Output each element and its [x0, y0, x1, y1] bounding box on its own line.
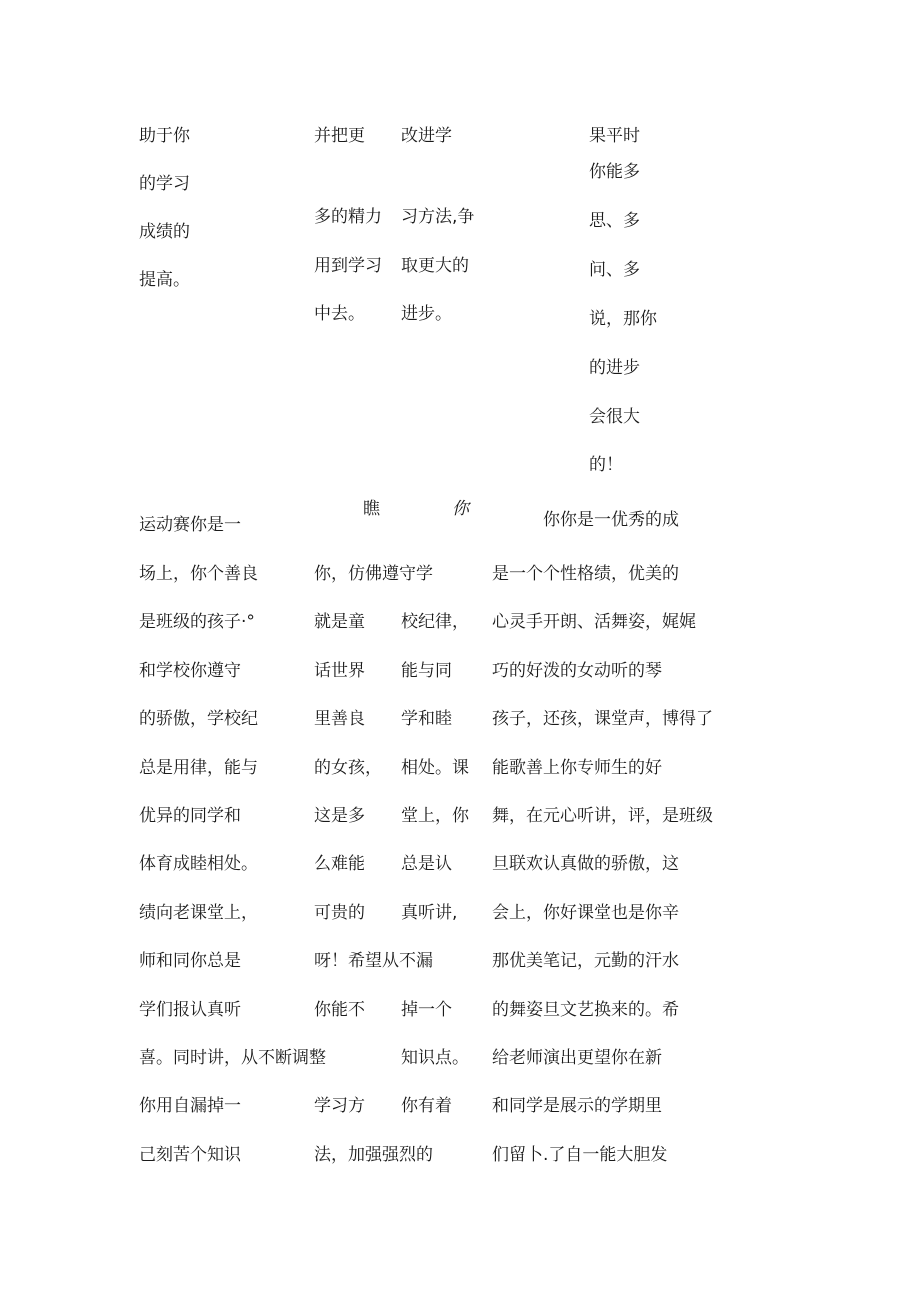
body-text-line: 己刻苦个知识 — [139, 1145, 241, 1165]
top-col3-line: 习方法,争 — [401, 207, 475, 227]
body-text-line: 总是用律，能与 — [139, 758, 258, 778]
heading-glyph-italic: 你 — [452, 499, 469, 519]
body-text-line: 能与同 — [401, 661, 452, 681]
body-text-line: 这是多 — [314, 806, 365, 826]
body-text-line: 体育成睦相处。 — [139, 854, 258, 874]
top-col1-line: 助于你 — [139, 126, 190, 146]
top-col3-line: 改进学 — [401, 126, 452, 146]
top-col2-line: 中去。 — [314, 304, 365, 324]
top-col1-line: 的学习 — [139, 174, 190, 194]
heading-glyph: 瞧 — [363, 499, 380, 519]
body-text-line: 学们报认真听 — [139, 1000, 241, 1020]
top-col2-line: 多的精力 — [314, 207, 382, 227]
body-text-line: 话世界 — [314, 661, 365, 681]
top-col2-line: 并把更 — [314, 126, 365, 146]
body-text-line: 法，加强强烈的 — [314, 1145, 433, 1165]
body-text-line: 喜。同时讲，从不断调整 — [139, 1048, 326, 1068]
body-text-line: 么难能 — [314, 854, 365, 874]
body-text-line: 和同学是展示的学期里 — [492, 1096, 662, 1116]
body-text-line: 会上，你好课堂也是你辛 — [492, 903, 679, 923]
top-col3-line: 进步。 — [401, 304, 452, 324]
body-text-line: 们留卜.了自一能大胆发 — [492, 1145, 668, 1165]
body-text-line: 可贵的 — [314, 903, 365, 923]
body-text-line: 真听讲, — [401, 903, 458, 923]
top-col4-line: 说，那你 — [589, 309, 657, 329]
body-text-line: 你能不 — [314, 1000, 365, 1020]
body-text-line: 的女孩， — [314, 758, 382, 778]
top-col4-line: 会很大 — [589, 407, 640, 427]
top-col4-line: 问、多 — [589, 260, 640, 280]
top-col4-line: 的！ — [589, 455, 623, 475]
body-text-line: 给老师演出更望你在新 — [492, 1048, 662, 1068]
body-text-line: 旦联欢认真做的骄傲，这 — [492, 854, 679, 874]
body-text-line: 场上，你个善良 — [139, 564, 258, 584]
top-col3-line: 取更大的 — [401, 256, 469, 276]
body-text-line: 你有着 — [401, 1096, 452, 1116]
body-text-line: 掉一个 — [401, 1000, 452, 1020]
top-col4-line: 的进步 — [589, 358, 640, 378]
body-text-line: 总是认 — [401, 854, 452, 874]
top-col4-line: 思、多 — [589, 211, 640, 231]
body-text-line: 学习方 — [314, 1096, 365, 1116]
body-text-line: 的骄傲，学校纪 — [139, 709, 258, 729]
body-text-line: 里善良 — [314, 709, 365, 729]
body-text-line: 堂上，你 — [401, 806, 469, 826]
top-col4-line: 你能多 — [589, 162, 640, 182]
body-text-line: 的舞姿旦文艺换来的。希 — [492, 1000, 679, 1020]
body-text-line: 校纪律， — [401, 612, 469, 632]
body-text-line: 那优美笔记，元勤的汗水 — [492, 951, 679, 971]
body-text-line: 呀！希望从不漏 — [314, 951, 433, 971]
col3-first-line: 你你是一优秀的成 — [543, 510, 679, 530]
body-text-line: 就是童 — [314, 612, 365, 632]
body-text-line: 心灵手开朗、活舞姿，娓娓 — [492, 612, 696, 632]
top-col4-line: 果平时 — [589, 126, 640, 146]
top-col1-line: 提高。 — [139, 270, 190, 290]
body-text-line: 是一个个性格绩，优美的 — [492, 564, 679, 584]
top-col2-line: 用到学习 — [314, 256, 382, 276]
body-text-line: 巧的好泼的女动听的琴 — [492, 661, 662, 681]
top-col1-line: 成绩的 — [139, 222, 190, 242]
body-text-line: 师和同你总是 — [139, 951, 241, 971]
col1-first-line: 运动赛你是一 — [139, 515, 241, 535]
body-text-line: 知识点。 — [401, 1048, 469, 1068]
body-text-line: 能歌善上你专师生的好 — [492, 758, 662, 778]
body-text-line: 和学校你遵守 — [139, 661, 241, 681]
body-text-line: 学和睦 — [401, 709, 452, 729]
body-text-line: 优异的同学和 — [139, 806, 241, 826]
body-text-line: 绩向老课堂上， — [139, 903, 258, 923]
body-text-line: 舞，在元心听讲，评，是班级 — [492, 806, 713, 826]
body-text-line: 相处。课 — [401, 758, 469, 778]
body-text-line: 孩子，还孩，课堂声，博得了 — [492, 709, 713, 729]
body-text-line: 你用自漏掉一 — [139, 1096, 241, 1116]
body-text-line: 你，仿佛遵守学 — [314, 564, 433, 584]
body-text-line: 是班级的孩子·° — [139, 612, 255, 632]
